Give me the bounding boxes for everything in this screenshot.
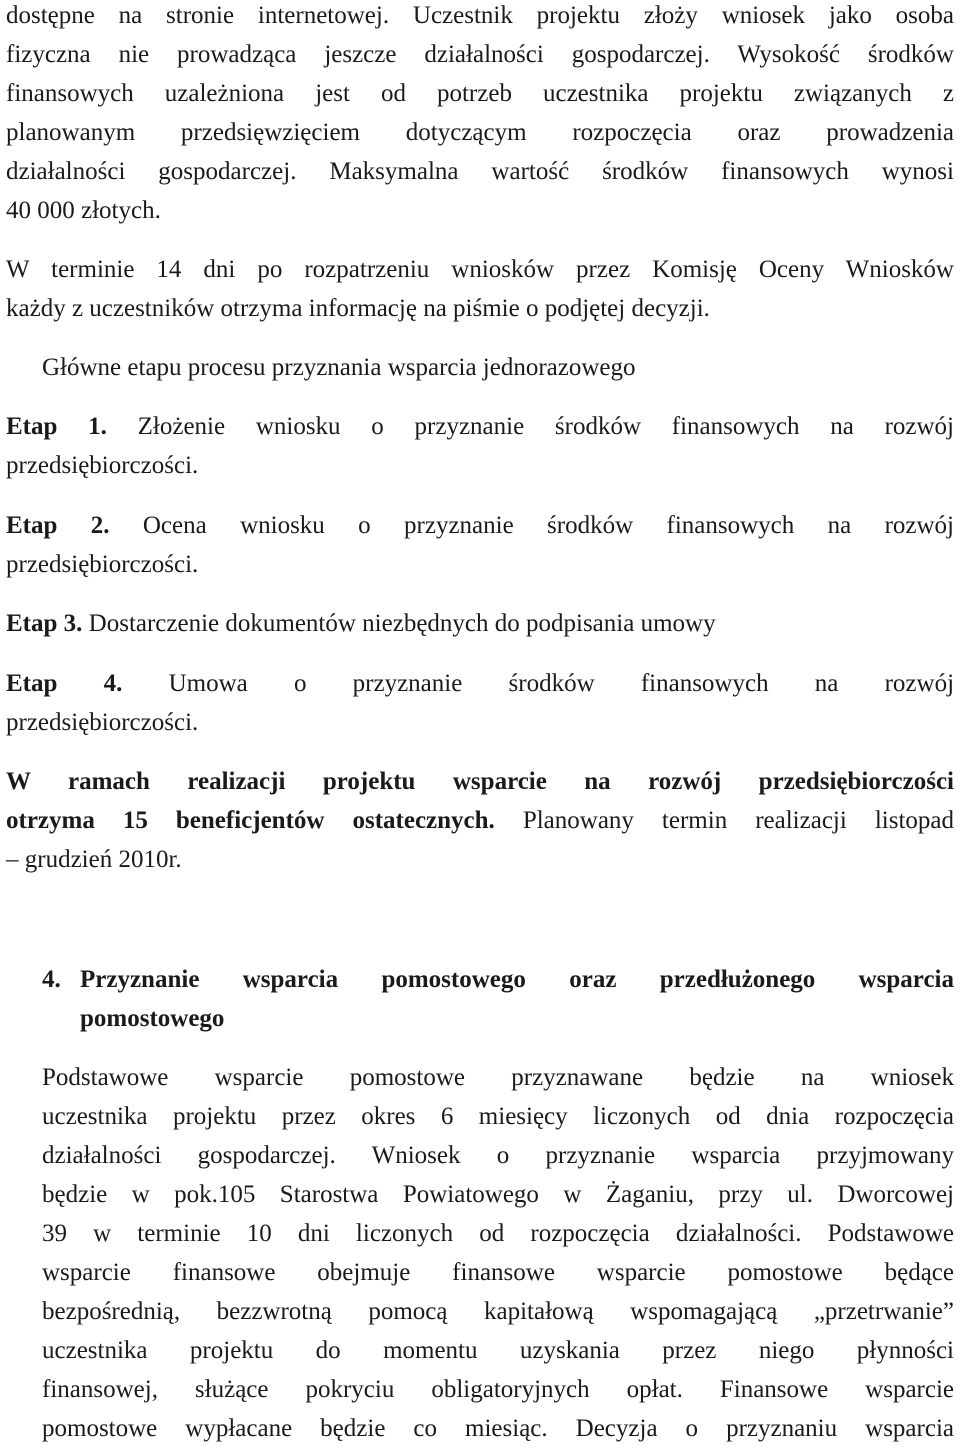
stage-2-line-2: przedsiębiorczości.	[6, 551, 199, 578]
intro-line-4: planowanym przedsięwzięciem dotyczącym rozpoczęcia oraz prowadzenia	[6, 119, 954, 146]
section-4-title-line-2: pomostowego	[80, 1005, 225, 1032]
summary-term: Planowany termin realizacji listopad	[494, 807, 954, 834]
stage-1-line-2: przedsiębiorczości.	[6, 452, 199, 479]
intro-line-5: działalności gospodarczej. Maksymalna wartość środków finansowych wynosi	[6, 158, 954, 185]
section-4-line-7: bezpośrednią, bezzwrotną pomocą kapitałową wspomagającą „przetrwanie”	[42, 1298, 954, 1325]
stage-4-text: Umowa o przyznanie środków finansowych na rozwój	[168, 670, 955, 697]
section-4-line-2: uczestnika projektu przez okres 6 miesięcy liczonych od dnia rozpoczęcia	[42, 1103, 954, 1130]
decision-line-1: W terminie 14 dni po rozpatrzeniu wniosków przez Komisję Oceny Wniosków	[6, 256, 954, 283]
section-4-line-9: finansowej, służące pokryciu obligatoryjnych opłat. Finansowe wsparcie	[42, 1376, 954, 1403]
intro-line-6: 40 000 złotych.	[6, 197, 161, 224]
section-4-line-4: będzie w pok.105 Starostwa Powiatowego w Żaganiu, przy ul. Dworcowej	[42, 1181, 954, 1208]
section-4-number: 4.	[42, 966, 61, 993]
section-4-line-5: 39 w terminie 10 dni liczonych od rozpoczęcia działalności. Podstawowe	[42, 1220, 954, 1247]
section-4-line-6: wsparcie finansowe obejmuje finansowe wsparcie pomostowe będące	[42, 1259, 954, 1286]
intro-line-2: fizyczna nie prowadząca jeszcze działalności gospodarczej. Wysokość środków	[6, 41, 954, 68]
stage-4-label: Etap 4.	[6, 670, 123, 697]
stage-3-label: Etap 3.	[6, 610, 83, 637]
stage-3-text: Dostarczenie dokumentów niezbędnych do podpisania umowy	[88, 610, 716, 637]
summary-line-1: W ramach realizacji projektu wsparcie na rozwój przedsiębiorczości	[6, 768, 954, 795]
stage-3-line-1	[6, 605, 954, 643]
section-4-title-line-1: Przyznanie wsparcia pomostowego oraz przedłużonego wsparcia	[80, 966, 954, 993]
stage-4-line-1	[6, 665, 954, 703]
stages-heading: Główne etapu procesu przyznania wsparcia jednorazowego	[42, 354, 636, 381]
intro-line-3: finansowych uzależniona jest od potrzeb uczestnika projektu związanych z	[6, 80, 954, 107]
stage-1-label: Etap 1.	[6, 413, 107, 440]
stage-2-line-1	[6, 507, 954, 545]
section-4-line-3: działalności gospodarczej. Wniosek o przyznanie wsparcia przyjmowany	[42, 1142, 954, 1169]
intro-line-1: dostępne na stronie internetowej. Uczestnik projektu złoży wniosek jako osoba	[6, 2, 954, 29]
summary-line-2	[6, 802, 954, 840]
summary-beneficiaries: otrzyma 15 beneficjentów ostatecznych.	[6, 807, 495, 834]
stage-1-line-1	[6, 408, 954, 446]
section-4-line-1: Podstawowe wsparcie pomostowe przyznawane będzie na wniosek	[42, 1064, 954, 1091]
stage-4-line-2: przedsiębiorczości.	[6, 709, 199, 736]
stage-2-text: Ocena wniosku o przyznanie środków finansowych na rozwój	[142, 512, 954, 539]
section-4-line-8: uczestnika projektu do momentu uzyskania przez niego płynności	[42, 1337, 954, 1364]
section-4-line-10: pomostowe wypłacane będzie co miesiąc. Decyzja o przyznaniu wsparcia	[42, 1415, 954, 1442]
decision-line-2: każdy z uczestników otrzyma informację na piśmie o podjętej decyzji.	[6, 295, 710, 322]
summary-line-3: – grudzień 2010r.	[6, 846, 182, 873]
stage-1-text: Złożenie wniosku o przyznanie środków finansowych na rozwój	[137, 413, 955, 440]
stage-2-label: Etap 2.	[6, 512, 110, 539]
